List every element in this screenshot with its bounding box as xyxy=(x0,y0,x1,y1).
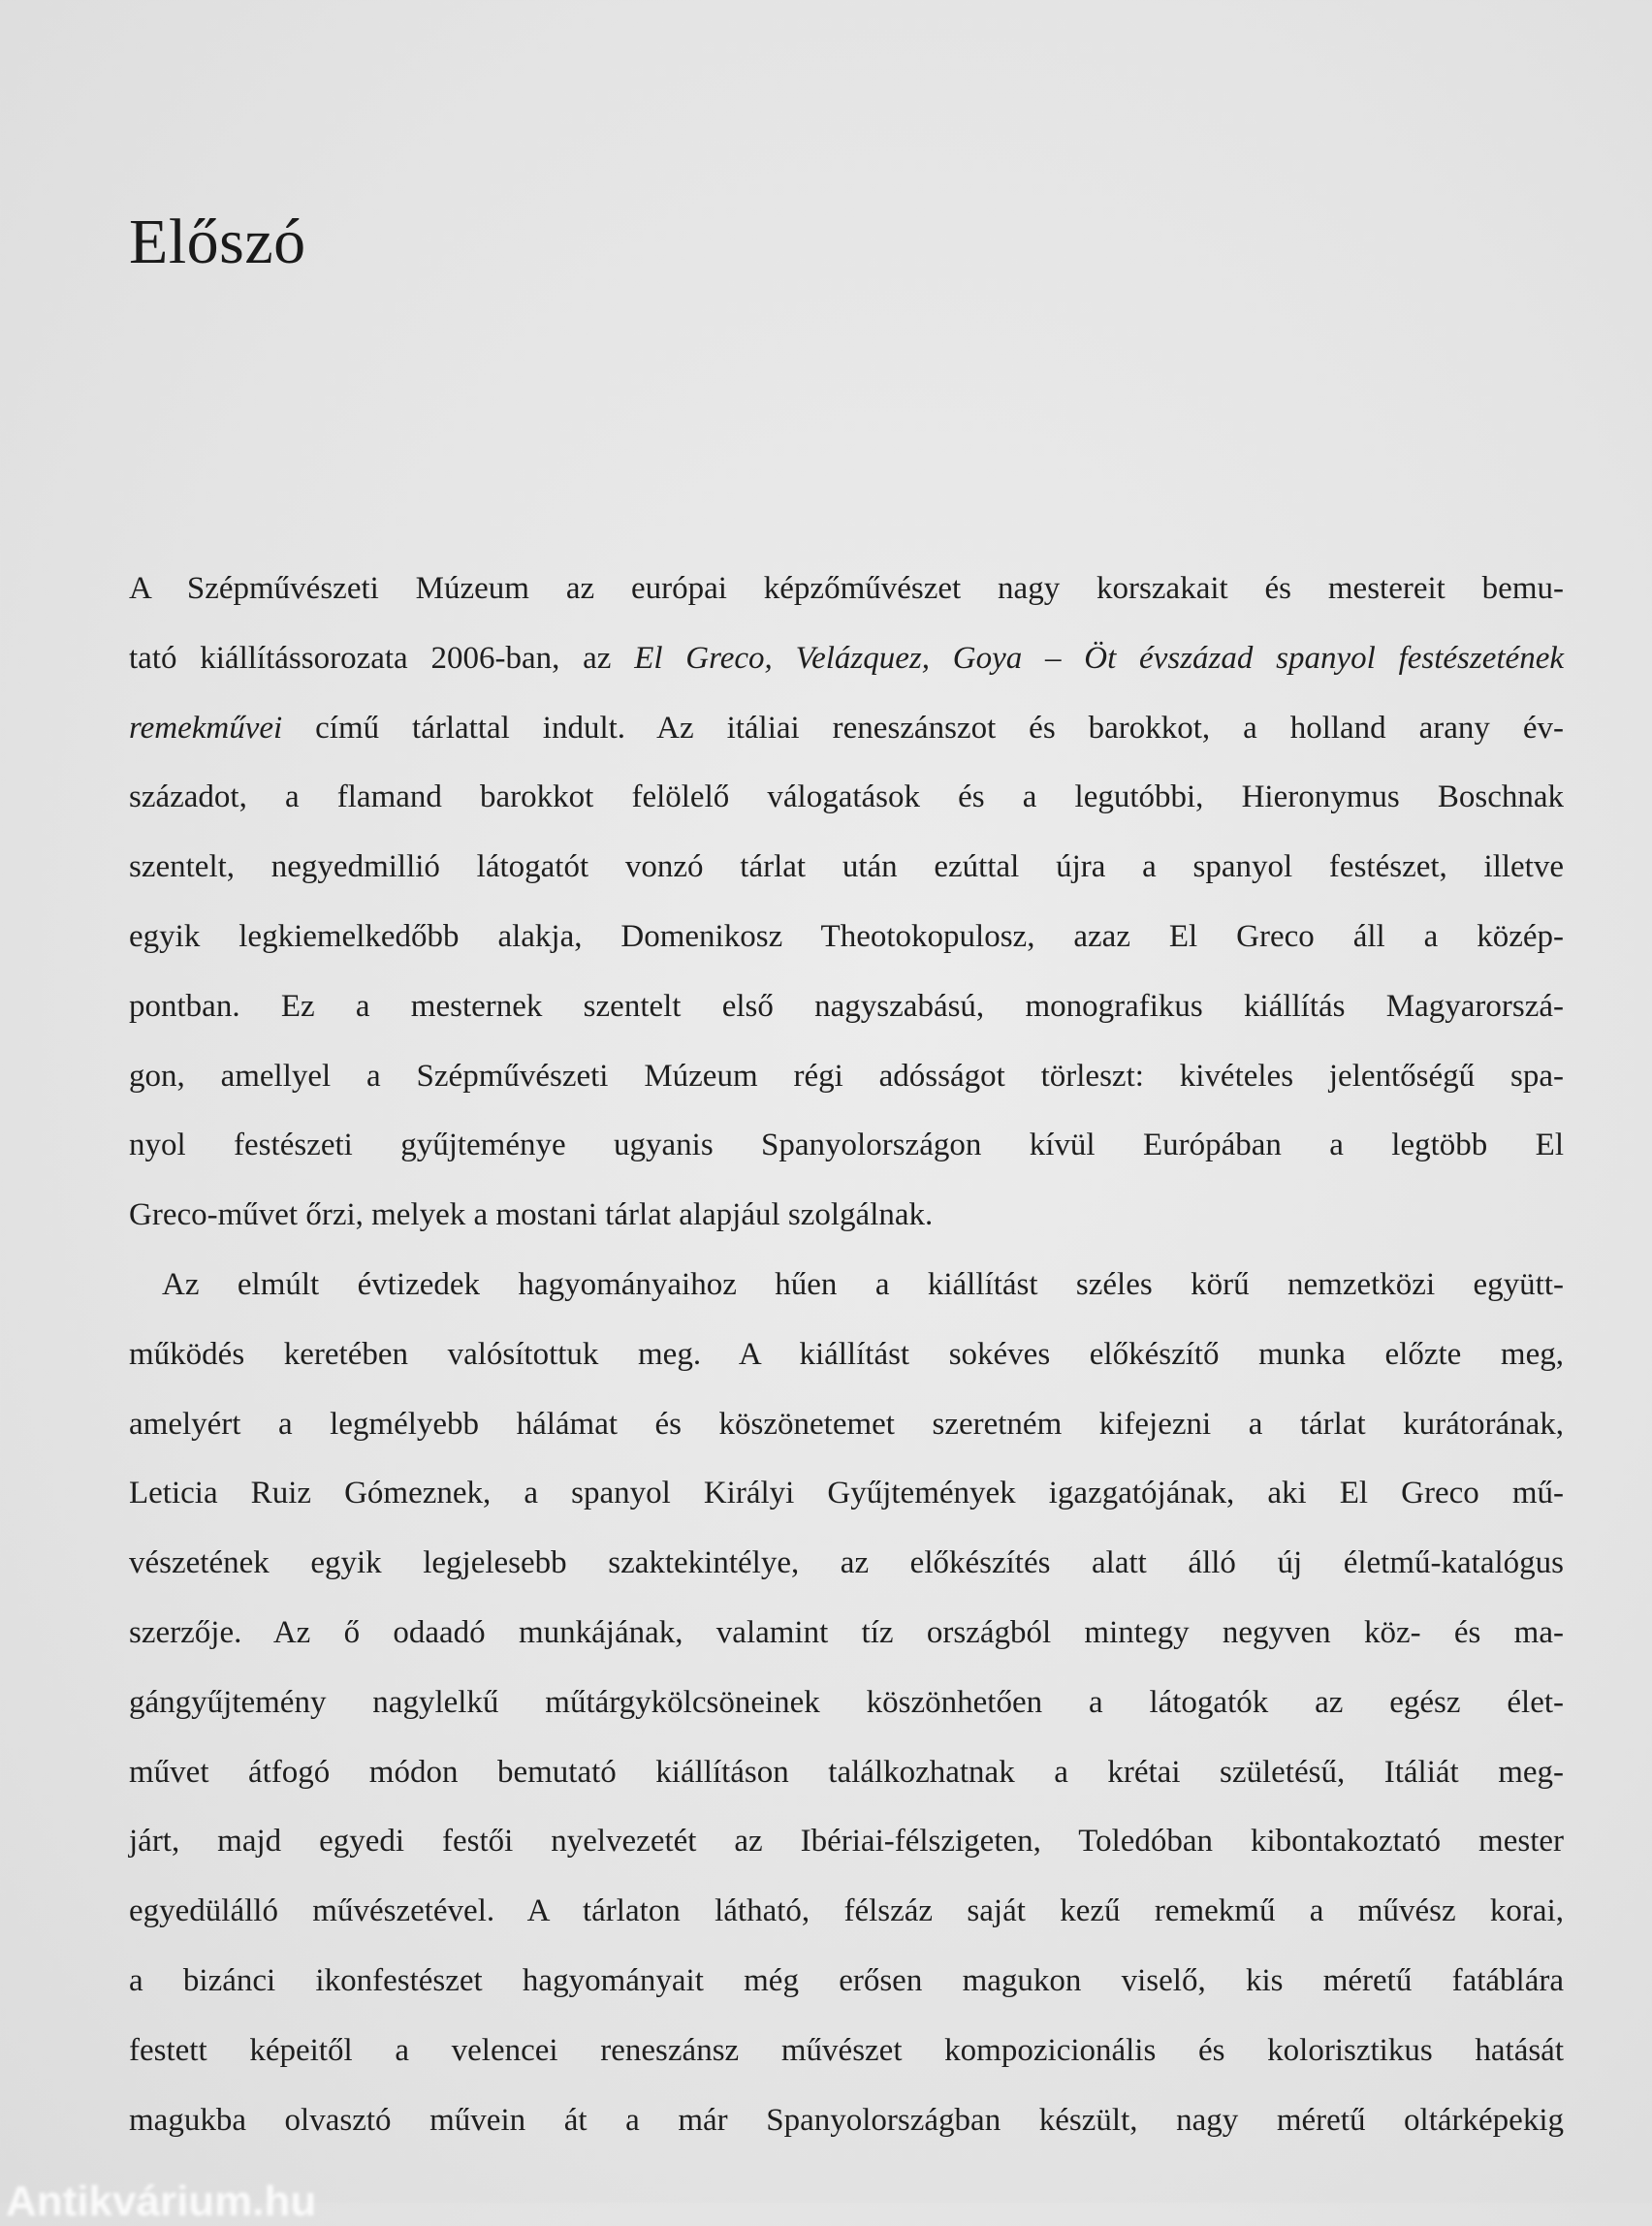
text-segment: századot, a flamand barokkot felölelő válogatások és a legutóbbi, Hieronymus Boschnak xyxy=(129,779,1564,815)
text-segment: egyik legkiemelkedőbb alakja, Domenikosz Theotokopulosz, azaz El Greco áll a közép- xyxy=(129,918,1564,954)
text-segment: járt, majd egyedi festői nyelvezetét az Ibériai-félszigeten, Toledóban kibontakoztató mester xyxy=(129,1824,1564,1860)
text-segment: tató kiállítássorozata 2006-ban, az xyxy=(129,640,635,676)
text-line xyxy=(129,1807,1564,1877)
text-segment: című tárlattal indult. Az itáliai reneszánszot és barokkot, a holland arany év- xyxy=(282,710,1564,746)
text-segment: szerzője. Az ő odaadó munkájának, valamint tíz országból mintegy negyven köz- és ma- xyxy=(129,1614,1564,1650)
watermark: Antikvárium.hu xyxy=(6,2178,317,2225)
text-segment: gon, amellyel a Szépművészeti Múzeum régi adósságot törleszt: kivételes jelentőségű spa- xyxy=(129,1058,1564,1094)
text-line xyxy=(129,1669,1564,1738)
text-segment: Az elmúlt évtizedek hagyományaihoz hűen a kiállítást széles körű nemzetközi együtt- xyxy=(162,1266,1564,1302)
text-segment: egyedülálló művészetével. A tárlaton látható, félszáz saját kezű remekmű a művész korai, xyxy=(129,1893,1564,1929)
text-segment: festett képeitől a velencei reneszánsz művészet kompozicionális és kolorisztikus hatását xyxy=(129,2032,1564,2068)
text-line xyxy=(129,1181,1564,1251)
text-line xyxy=(129,833,1564,903)
text-line xyxy=(129,1738,1564,1808)
text-line xyxy=(129,763,1564,833)
text-segment: nyol festészeti gyűjteménye ugyanis Spanyolországon kívül Európában a legtöbb El xyxy=(129,1128,1564,1163)
text-segment: amelyért a legmélyebb hálámat és köszönetemet szeretném kifejezni a tárlat kurátorának, xyxy=(129,1406,1564,1442)
text-line xyxy=(129,2017,1564,2086)
text-segment: működés keretében valósítottuk meg. A kiállítást sokéves előkészítő munka előzte meg, xyxy=(129,1336,1564,1372)
text-segment: A Szépművészeti Múzeum az európai képzőművészet nagy korszakait és mestereit bemu- xyxy=(129,571,1564,606)
text-segment: pontban. Ez a mesternek szentelt első nagyszabású, monografikus kiállítás Magyarorszá- xyxy=(129,988,1564,1024)
text-segment: a bizánci ikonfestészet hagyományait még erősen magukon viselő, kis méretű fatáblára xyxy=(129,1962,1564,1998)
text-line xyxy=(129,694,1564,764)
text-line xyxy=(129,972,1564,1042)
text-segment: gángyűjtemény nagylelkű műtárgykölcsöneinek köszönhetően a látogatók az egész élet- xyxy=(129,1684,1564,1720)
text-line xyxy=(129,1947,1564,2017)
text-line xyxy=(129,624,1564,694)
body-text xyxy=(129,555,1564,2155)
italic-title-text: remekművei xyxy=(129,710,283,746)
page-title: Előszó xyxy=(129,207,306,277)
text-line xyxy=(129,1320,1564,1390)
text-line xyxy=(129,1599,1564,1669)
text-line xyxy=(129,555,1564,624)
italic-title-text: El Greco, Velázquez, Goya – Öt évszázad spanyol festészetének xyxy=(634,640,1564,676)
text-segment: Leticia Ruiz Gómeznek, a spanyol Királyi Gyűjtemények igazgatójának, aki El Greco mű- xyxy=(129,1476,1564,1511)
text-line xyxy=(129,903,1564,972)
text-line xyxy=(129,1251,1564,1320)
text-segment: művet átfogó módon bemutató kiállításon találkozhatnak a krétai születésű, Itáliát meg- xyxy=(129,1754,1564,1790)
text-line xyxy=(129,1459,1564,1529)
text-line xyxy=(129,1390,1564,1460)
text-segment: Greco-művet őrzi, melyek a mostani tárlat alapjául szolgálnak. xyxy=(129,1197,934,1233)
text-line xyxy=(129,1529,1564,1599)
text-line xyxy=(129,1042,1564,1112)
text-line xyxy=(129,2086,1564,2156)
text-line xyxy=(129,1877,1564,1947)
text-segment: vészetének egyik legjelesebb szaktekintélye, az előkészítés alatt álló új életmű-katalógus xyxy=(129,1545,1564,1581)
text-segment: magukba olvasztó művein át a már Spanyolországban készült, nagy méretű oltárképekig xyxy=(129,2102,1564,2138)
text-line xyxy=(129,1111,1564,1181)
text-segment: szentelt, negyedmillió látogatót vonzó tárlat után ezúttal újra a spanyol festészet, illetve xyxy=(129,849,1564,885)
